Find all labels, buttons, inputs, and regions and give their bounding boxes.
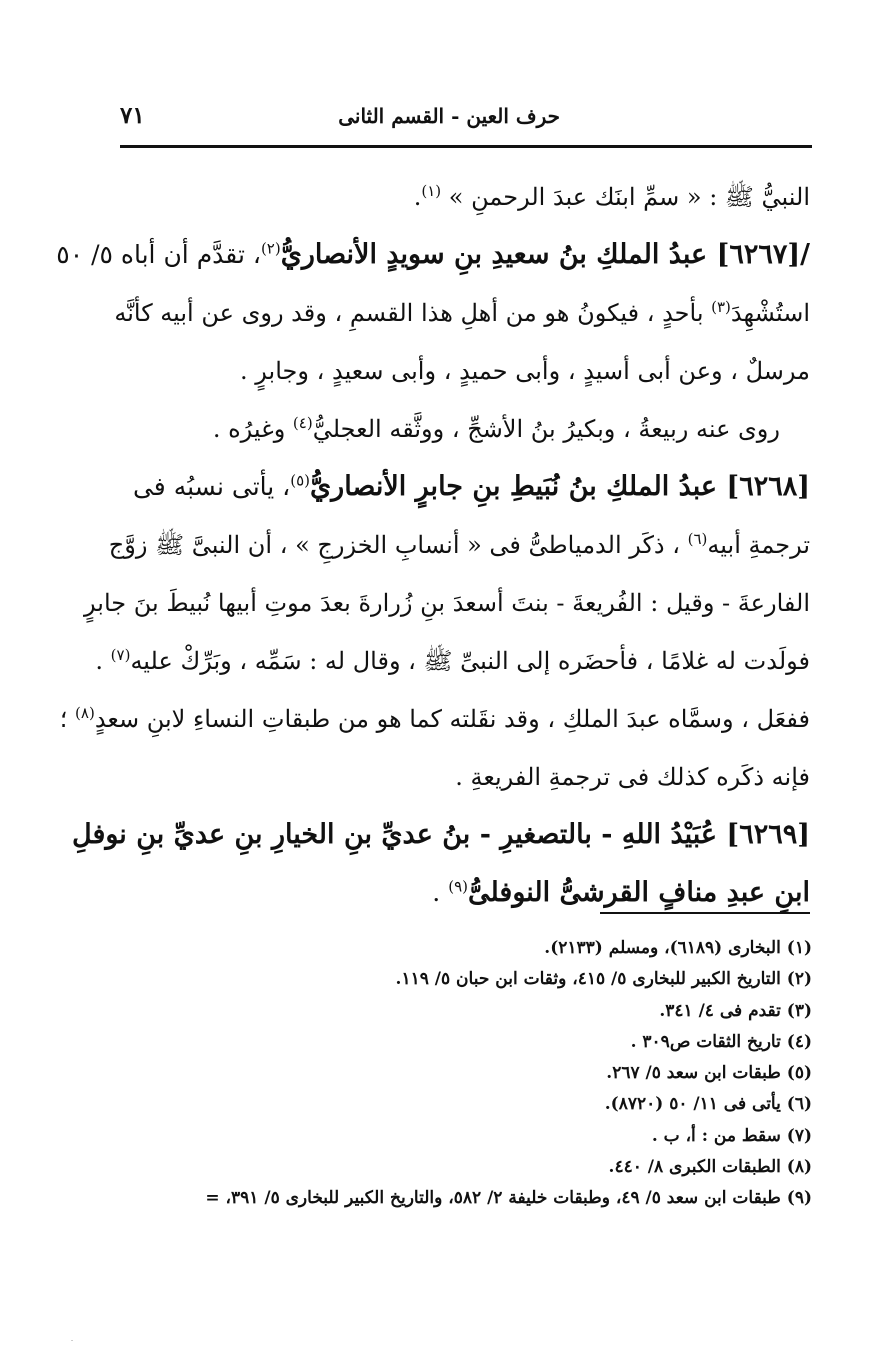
footnote-8: (٨) الطبقات الكبرى ٨/ ٤٤٠. xyxy=(608,1157,812,1178)
footnote-7: (٧) سقط من : أ، ب . xyxy=(651,1125,812,1146)
footnote-ref-6: (٦) xyxy=(687,530,708,548)
entry-6267-line-2: استُشْهِدَ$^{(٣)}$ بأحدٍ ، فيكونُ هو من أهلِ هذا القسمِ ، وقد روى عن أبيه كأنَّه xyxy=(114,298,810,327)
footnote-9: (٩) طبقات ابن سعد ٥/ ٤٩، وطبقات خليفة ٢/ ٥٨٢، والتاريخ الكبير للبخارى ٥/ ٣٩١، = xyxy=(205,1188,812,1209)
footnote-5: (٥) طبقات ابن سعد ٥/ ٢٦٧. xyxy=(606,1063,812,1084)
footnotes xyxy=(140,933,812,1215)
footnote-ref-7: (٧) xyxy=(110,646,131,664)
page-number: ٧١ xyxy=(120,102,145,129)
header-title: حرف العين - القسم الثانى xyxy=(338,104,560,128)
entry-6268-line-4: فولَدت له غلامًا ، فأحضَره إلى النبىِّ ﷺ ، وقال له : سَمِّه ، وبَرِّكْ عليه$^{(٧)}$ . xyxy=(95,646,810,675)
entry-6267-line-1: /[٦٢٦٧] عبدُ الملكِ بنُ سعيدِ بنِ سويدٍ الأنصاريُّ$^{(٢)}$، تقدَّم أن أباه ٥/ ٥٠ xyxy=(56,239,810,270)
footnote-ref-1: (١) xyxy=(421,182,442,200)
entry-6269-line-1 xyxy=(72,806,810,864)
entry-6268-line-5: ففعَل ، وسمَّاه عبدَ الملكِ ، وقد نقَلته كما هو من طبقاتِ النساءِ لابنِ سعدٍ$^{(٨)}$ ؛ xyxy=(59,704,810,733)
entry-6268-line-2: ترجمةِ أبيه$^{(٦)}$ ، ذكَر الدمياطىُّ فى « أنسابِ الخزرجِ » ، أن النبىَّ ﷺ زوَّج xyxy=(108,530,810,559)
entry-6267-line-3: مرسلٌ ، وعن أبى أسيدٍ ، وأبى حميدٍ ، وأبى سعيدٍ ، وجابرٍ . xyxy=(240,357,810,385)
entry-6269-heading: [٦٢٦٩] عُبَيْدُ اللهِ - بالتصغيرِ - بنُ عديِّ بنِ الخيارِ بنِ عديِّ بنِ نوفلِ xyxy=(72,819,810,850)
footnote-ref-5: (٥) xyxy=(290,471,311,490)
running-head xyxy=(120,102,810,142)
main-text xyxy=(56,168,810,922)
footnote-ref-3: (٣) xyxy=(711,298,731,316)
entry-6268-heading: [٦٢٦٨] عبدُ الملكِ بنُ نُبَيطِ بنِ جابرٍ الأنصاريُّ xyxy=(310,471,810,502)
entry-6269-line-2: ابنِ عبدِ منافٍ القرشىُّ النوفلىُّ$^{(٩)}$ . xyxy=(432,877,810,908)
entry-6268-line-1: [٦٢٦٨] عبدُ الملكِ بنُ نُبَيطِ بنِ جابرٍ الأنصاريُّ$^{(٥)}$، يأتى نسبُه فى xyxy=(132,471,810,502)
footnote-3: (٣) تقدم فى ٤/ ٣٤١. xyxy=(659,1000,812,1021)
footnote-ref-9: (٩) xyxy=(448,877,468,896)
entry-6267-line-4: روى عنه ربيعةُ ، وبكيرُ بنُ الأشجِّ ، ووثَّقه العجليُّ$^{(٤)}$ وغيرُه . xyxy=(212,414,780,443)
text-line-1: النبيُّ ﷺ : « سمِّ ابنَك عبدَ الرحمنِ » $^{(١)}$. xyxy=(413,182,810,211)
footnote-4: (٤) تاريخ الثقات ص٣٠٩ . xyxy=(630,1031,812,1052)
footnote-1: (١) البخارى (٦١٨٩)، ومسلم (٢١٣٣). xyxy=(544,938,812,958)
header-rule xyxy=(120,145,812,148)
footnote-rule xyxy=(600,912,810,914)
entry-6268-line-6: فإنه ذكَره كذلك فى ترجمةِ الفريعةِ . xyxy=(455,763,810,791)
footnote-ref-8: (٨) xyxy=(75,704,95,722)
footnote-2: (٢) التاريخ الكبير للبخارى ٥/ ٤١٥، وثقات ابن حبان ٥/ ١١٩. xyxy=(395,969,812,990)
entry-6267-heading: /[٦٢٦٧] عبدُ الملكِ بنُ سعيدِ بنِ سويدٍ الأنصاريُّ xyxy=(280,239,810,270)
footnote-6: (٦) يأتى فى ١١/ ٥٠ (٨٧٢٠). xyxy=(604,1094,812,1115)
entry-6268-line-3: الفارعةَ - وقيل : الفُريعةَ - بنتَ أسعدَ بنِ زُرارةَ بعدَ موتِ أبيها نُبيطَ بنَ جابرٍ xyxy=(84,589,810,617)
footnote-ref-4: (٤) xyxy=(292,414,313,432)
footnote-ref-2: (٢) xyxy=(260,239,281,258)
